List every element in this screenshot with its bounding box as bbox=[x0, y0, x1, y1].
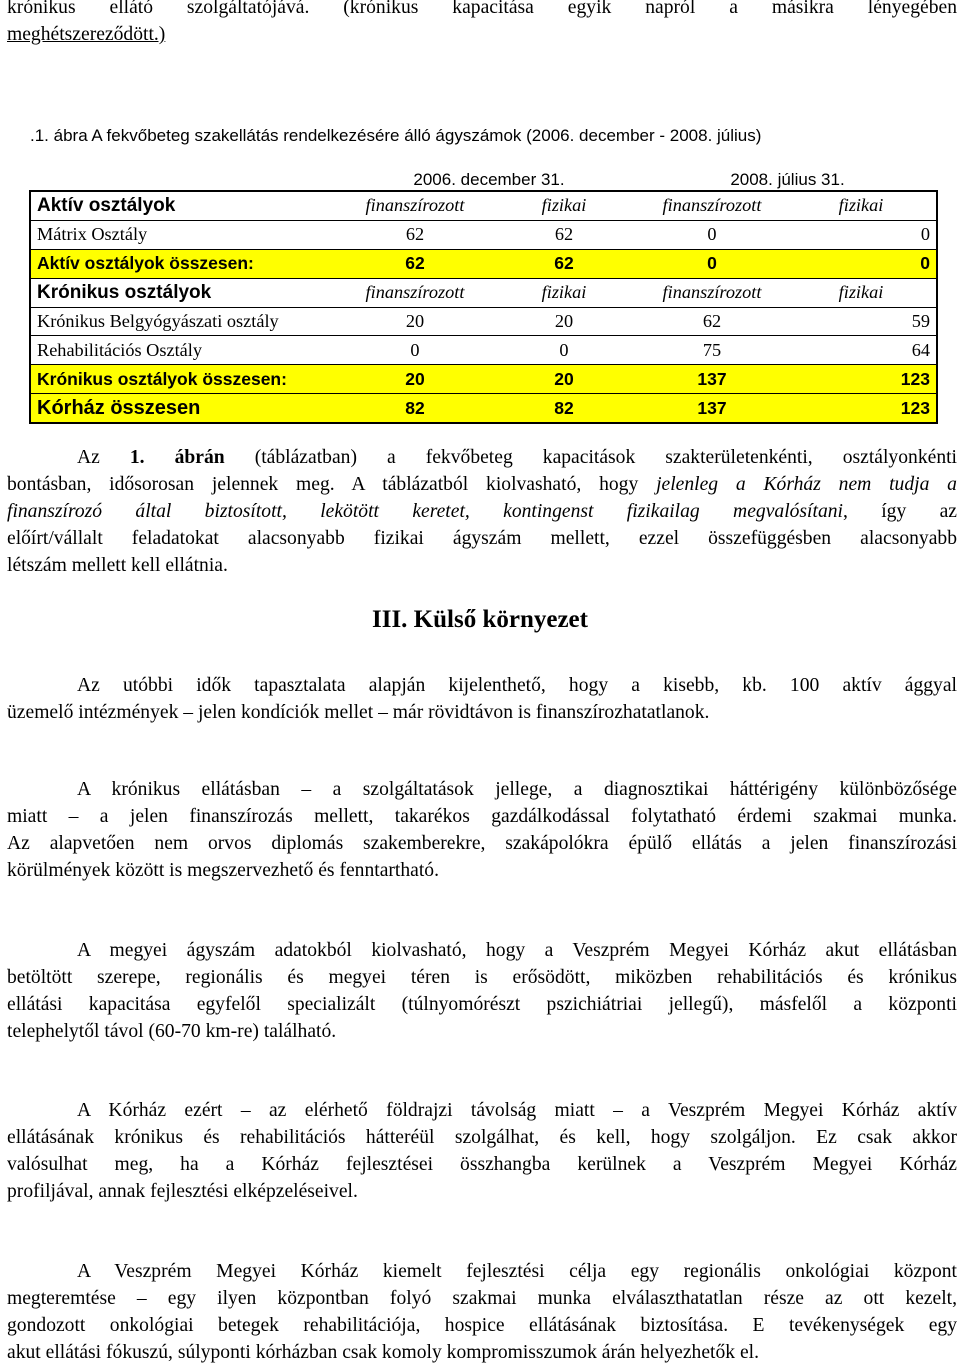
paragraph-line: Az 1. ábrán (táblázatban) a fekvőbeteg kapacitások szakterületenkénti, osztályonkénti bbox=[77, 447, 957, 468]
paragraph-environment bbox=[7, 672, 957, 726]
cell-value: 62 bbox=[340, 249, 490, 278]
paragraph-table-explanation bbox=[7, 444, 957, 579]
total-row bbox=[30, 394, 937, 423]
cell-value: 123 bbox=[786, 394, 937, 423]
intro-paragraph bbox=[7, 0, 957, 48]
paragraph-line: akut ellátási fókuszú, súlyponti kórházban csak komoly kompromisszumok árán helyezhetők el. bbox=[7, 1342, 759, 1363]
col-header-physical: fizikai bbox=[490, 278, 638, 307]
cell-value: 75 bbox=[638, 336, 786, 365]
paragraph-line: A Kórház ezért – az elérhető földrajzi távolság miatt – a Veszprém Megyei Kórház aktív bbox=[77, 1100, 957, 1121]
cell-value: 82 bbox=[490, 394, 638, 423]
paragraph-line: létszám mellett kell ellátnia. bbox=[7, 555, 228, 576]
cell-value: 0 bbox=[786, 220, 937, 249]
cell-value: 0 bbox=[490, 336, 638, 365]
figure-reference: 1. ábrán bbox=[129, 447, 225, 468]
cell-value: 64 bbox=[786, 336, 937, 365]
cell-value: 0 bbox=[638, 220, 786, 249]
paragraph-line: ellátási kapacitása egyfelől specializált (túlnyomórészt pszichiátriai jellegű), másfelől a központi bbox=[7, 994, 957, 1015]
paragraph-line: előírt/vállalt feladatokat alacsonyabb fizikai ágyszám mellett, ezzel összefüggésben alacsonyabb bbox=[7, 528, 957, 549]
paragraph-line: üzemelő intézmények – jelen kondíciók mellet – már rövidtávon is finanszírozhatatlanok. bbox=[7, 702, 710, 723]
period-2008-header: 2008. július 31. bbox=[730, 170, 845, 189]
cell-value: 62 bbox=[638, 307, 786, 336]
cell-value: 137 bbox=[638, 394, 786, 423]
subtotal-row bbox=[30, 365, 937, 394]
paragraph-line: gondozott onkológiai betegek rehabilitációja, hospice ellátásának biztosítása. E tevékenységek egy bbox=[7, 1315, 957, 1336]
cell-value: 20 bbox=[490, 307, 638, 336]
section-title-active: Aktív osztályok bbox=[30, 191, 340, 220]
table-period-header-row bbox=[30, 164, 937, 191]
total-name: Kórház összesen bbox=[30, 394, 340, 423]
intro-line-2 bbox=[7, 21, 957, 48]
subtotal-name: Aktív osztályok összesen: bbox=[30, 249, 340, 278]
row-name: Rehabilitációs Osztály bbox=[30, 336, 340, 365]
cell-value: 0 bbox=[786, 249, 937, 278]
paragraph-line: A megyei ágyszám adatokból kiolvasható, hogy a Veszprém Megyei Kórház akut ellátásban bbox=[77, 940, 957, 961]
table-row bbox=[30, 336, 937, 365]
paragraph-county-data bbox=[7, 937, 957, 1045]
col-header-physical: fizikai bbox=[786, 191, 937, 220]
cell-value: 20 bbox=[340, 307, 490, 336]
italic-emphasis: finanszírozó által biztosított, lekötött keretet, kontingenst fizikailag megvalósítani bbox=[7, 501, 843, 522]
section-header-row bbox=[30, 278, 937, 307]
paragraph-line: A Veszprém Megyei Kórház kiemelt fejlesztési célja egy regionális onkológiai központ bbox=[77, 1261, 957, 1282]
subtotal-row bbox=[30, 249, 937, 278]
paragraph-line: körülmények között is megszervezhető és fenntartható. bbox=[7, 860, 440, 881]
paragraph-line: miatt – a jelen finanszírozás mellett, takarékos gazdálkodással folytatható érdemi szakmai munka. bbox=[7, 806, 957, 827]
paragraph-line: A krónikus ellátásban – a szolgáltatások jellege, a diagnosztikai háttérigény különbözősége bbox=[77, 779, 957, 800]
cell-value: 62 bbox=[490, 220, 638, 249]
section-heading: III. Külső környezet bbox=[372, 606, 588, 633]
section-title-chronic: Krónikus osztályok bbox=[30, 278, 340, 307]
intro-line-1: krónikus ellátó szolgáltatójává. (krónikus kapacitása egyik napról a másikra lényegében bbox=[7, 0, 957, 18]
cell-value: 123 bbox=[786, 365, 937, 394]
cell-value: 20 bbox=[490, 365, 638, 394]
cell-value: 0 bbox=[638, 249, 786, 278]
col-header-financed: finanszírozott bbox=[638, 278, 786, 307]
paragraph-chronic-care bbox=[7, 776, 957, 884]
paragraph-line: Az alapvetően nem orvos diplomás szakemberekre, szakápolókra épülő ellátás a jelen finanszírozási bbox=[7, 833, 957, 854]
paragraph-line: profiljával, annak fejlesztési elképzeléseivel. bbox=[7, 1181, 358, 1202]
row-name: Mátrix Osztály bbox=[30, 220, 340, 249]
paragraph-line: telephelytől távol (60-70 km-re) található. bbox=[7, 1021, 337, 1042]
italic-emphasis: jelenleg a Kórház nem tudja a bbox=[656, 474, 957, 495]
paragraph-hospital-role bbox=[7, 1097, 957, 1205]
col-header-financed: finanszírozott bbox=[340, 191, 490, 220]
paragraph-line: megteremtése – egy ilyen központban folyó szakmai munka elválaszthatatlan része az ott kezelt, bbox=[7, 1288, 957, 1309]
period-2006-header: 2006. december 31. bbox=[413, 170, 565, 189]
col-header-physical: fizikai bbox=[490, 191, 638, 220]
cell-value: 0 bbox=[340, 336, 490, 365]
table-row bbox=[30, 220, 937, 249]
paragraph-line: valósulhat meg, ha a Kórház fejlesztései összhangba kerülnek a Veszprém Megyei Kórház bbox=[7, 1154, 957, 1175]
cell-value: 82 bbox=[340, 394, 490, 423]
cell-value: 62 bbox=[490, 249, 638, 278]
paragraph-line: ellátásának krónikus és rehabilitációs hátteréül szolgálhat, és kell, hogy szolgáljon. Ez csak akkor bbox=[7, 1127, 957, 1148]
paragraph-line: finanszírozó által biztosított, lekötött keretet, kontingenst fizikailag megvalósítani, így az bbox=[7, 501, 957, 522]
intro-underlined: meghétszereződött.) bbox=[7, 24, 166, 45]
paragraph-line: bontásban, idősorosan jelennek meg. A táblázatból kiolvasható, hogy jelenleg a Kórház nem tudja a bbox=[7, 474, 957, 495]
paragraph-oncology-goal bbox=[7, 1258, 957, 1366]
row-name: Krónikus Belgyógyászati osztály bbox=[30, 307, 340, 336]
paragraph-line: Az utóbbi idők tapasztalata alapján kijelenthető, hogy a kisebb, kb. 100 aktív ággyal bbox=[77, 675, 957, 696]
cell-value: 137 bbox=[638, 365, 786, 394]
cell-value: 62 bbox=[340, 220, 490, 249]
figure-caption: .1. ábra A fekvőbeteg szakellátás rendelkezésére álló ágyszámok (2006. december - 2008. július) bbox=[30, 126, 762, 145]
paragraph-line: betöltött szerepe, regionális és megyei téren is erősödött, miközben rehabilitációs és krónikus bbox=[7, 967, 957, 988]
table-row bbox=[30, 307, 937, 336]
section-header-row bbox=[30, 191, 937, 220]
subtotal-name: Krónikus osztályok összesen: bbox=[30, 365, 340, 394]
cell-value: 59 bbox=[786, 307, 937, 336]
cell-value: 20 bbox=[340, 365, 490, 394]
col-header-financed: finanszírozott bbox=[340, 278, 490, 307]
bed-count-table bbox=[29, 164, 938, 424]
col-header-financed: finanszírozott bbox=[638, 191, 786, 220]
col-header-physical: fizikai bbox=[786, 278, 937, 307]
